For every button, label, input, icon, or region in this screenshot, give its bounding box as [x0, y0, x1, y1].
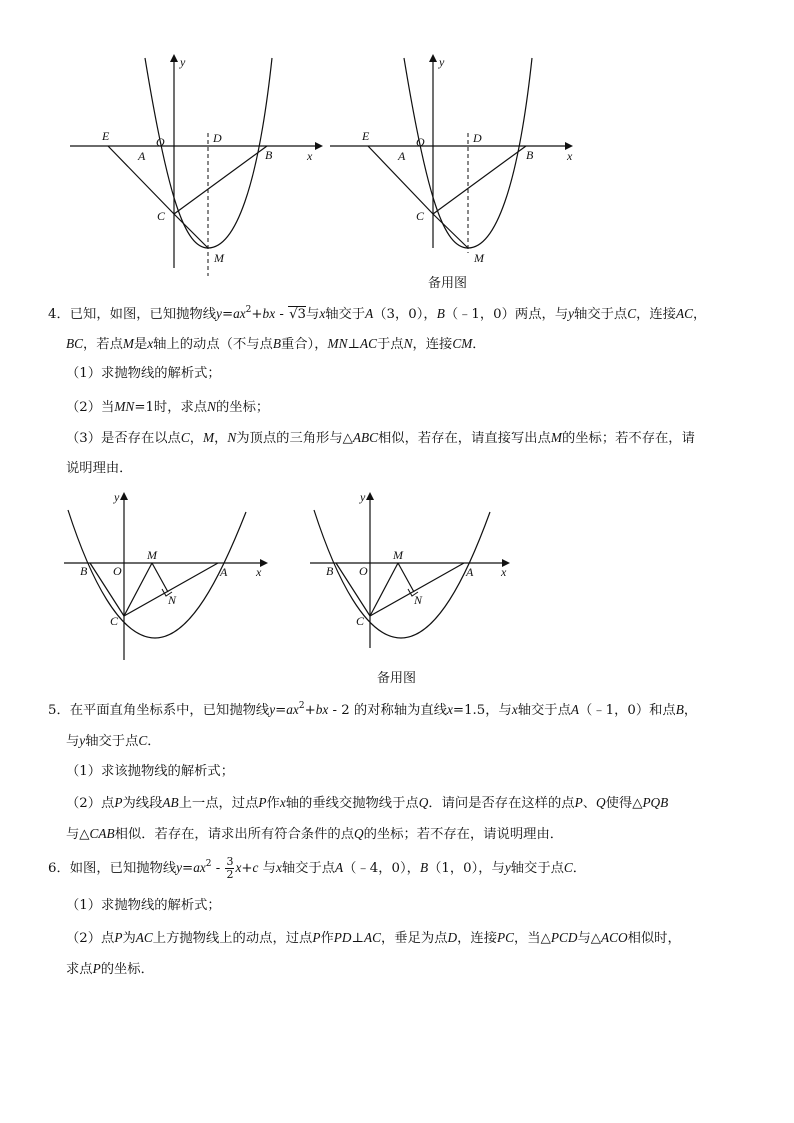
label-B: B — [80, 564, 88, 578]
q5-stem-line2: 与y轴交于点C． — [66, 733, 161, 749]
q4-figure-main — [60, 488, 280, 668]
q4-part3: （3）是否存在以点C，M，N为顶点的三角形与△ABC相似，若存在，请直接写出点M的坐标；若不存在，请 — [66, 430, 695, 446]
label-B: B — [265, 148, 273, 162]
q3-figure-main — [60, 48, 330, 278]
label-O: O — [416, 135, 425, 149]
label-y: y — [180, 55, 186, 69]
label-M: M — [214, 251, 224, 265]
q5-part1: （1）求该抛物线的解析式； — [66, 764, 235, 779]
label-x: x — [307, 149, 313, 163]
q4-part1: （1）求抛物线的解析式； — [66, 366, 221, 381]
q6-part2: （2）点P为AC上方抛物线上的动点，过点P作PD⊥AC，垂足为点D，连接PC，当△PCD与△ACO相似时， — [66, 930, 681, 946]
label-M: M — [147, 548, 157, 562]
label-C: C — [416, 209, 425, 223]
label-x: x — [501, 565, 507, 579]
label-O: O — [113, 564, 122, 578]
y-axis-arrow — [429, 54, 437, 62]
q4-part3-cont: 说明理由． — [66, 461, 133, 476]
label-C: C — [157, 209, 166, 223]
fraction-three-halves: $\frac{3}{2}$ — [226, 855, 234, 881]
q6-part2-cont: 求点P的坐标． — [66, 961, 154, 977]
label-D: D — [213, 131, 222, 145]
label-C: C — [356, 614, 365, 628]
parabola — [314, 510, 490, 638]
sqrt-three: √3 — [289, 307, 307, 322]
label-y: y — [360, 490, 366, 504]
label-C: C — [110, 614, 119, 628]
label-y: y — [439, 55, 445, 69]
label-A: A — [220, 565, 228, 579]
q5-stem-line1: 5．在平面直角坐标系中，已知抛物线$y=ax^2+bx - 2$ 的对称轴为直线x=1.5，与x轴交于点A（﹣1，0）和点B， — [48, 701, 698, 718]
label-x: x — [567, 149, 573, 163]
label-E: E — [362, 129, 370, 143]
q4-stem-line1: 4．已知，如图，已知抛物线$y=ax^2+bx - √3$与x轴交于A（3，0），B（﹣1，0）两点，与y轴交于点C，连接AC， — [48, 305, 707, 322]
segment-CM — [433, 214, 468, 248]
label-O: O — [359, 564, 368, 578]
segment-MN — [152, 563, 168, 592]
label-B: B — [526, 148, 534, 162]
label-M: M — [393, 548, 403, 562]
label-x: x — [256, 565, 262, 579]
label-A: A — [138, 149, 146, 163]
label-D: D — [473, 131, 482, 145]
q5-part2-cont: 与△CAB相似．若存在，请求出所有符合条件的点Q的坐标；若不存在，请说明理由． — [66, 826, 564, 842]
label-B: B — [326, 564, 334, 578]
q6-part1: （1）求抛物线的解析式； — [66, 898, 221, 913]
q3-figure-spare — [320, 48, 590, 278]
y-axis-arrow — [170, 54, 178, 62]
label-O: O — [156, 135, 165, 149]
label-A: A — [398, 149, 406, 163]
label-E: E — [102, 129, 110, 143]
segment-MN — [398, 563, 414, 592]
q4-part2: （2）当MN=1时，求点N的坐标； — [66, 399, 270, 415]
label-y: y — [114, 490, 120, 504]
q5-part2: （2）点P为线段AB上一点，过点P作x轴的垂线交抛物线于点Q．请问是否存在这样的点P、Q使得△PQB — [66, 795, 669, 811]
q4-figure-spare — [306, 488, 526, 668]
label-N: N — [414, 593, 423, 607]
q3-spare-caption: 备用图 — [428, 276, 468, 291]
q4-stem-line2: BC，若点M是x轴上的动点（不与点B重合），MN⊥AC于点N，连接CM． — [66, 336, 486, 352]
label-A: A — [466, 565, 474, 579]
segment-CB — [174, 146, 267, 214]
label-N: N — [168, 593, 177, 607]
segment-CM — [174, 214, 208, 248]
y-axis-arrow — [366, 492, 374, 500]
label-M: M — [474, 251, 484, 265]
q4-spare-caption: 备用图 — [377, 671, 417, 686]
y-axis-arrow — [120, 492, 128, 500]
q6-stem-line1: 6．如图，已知抛物线$y=ax^2$ - $\frac{3}{2}$ x+c 与x轴交于点A（﹣4，0），B（1，0），与y轴交于点C． — [48, 855, 587, 881]
